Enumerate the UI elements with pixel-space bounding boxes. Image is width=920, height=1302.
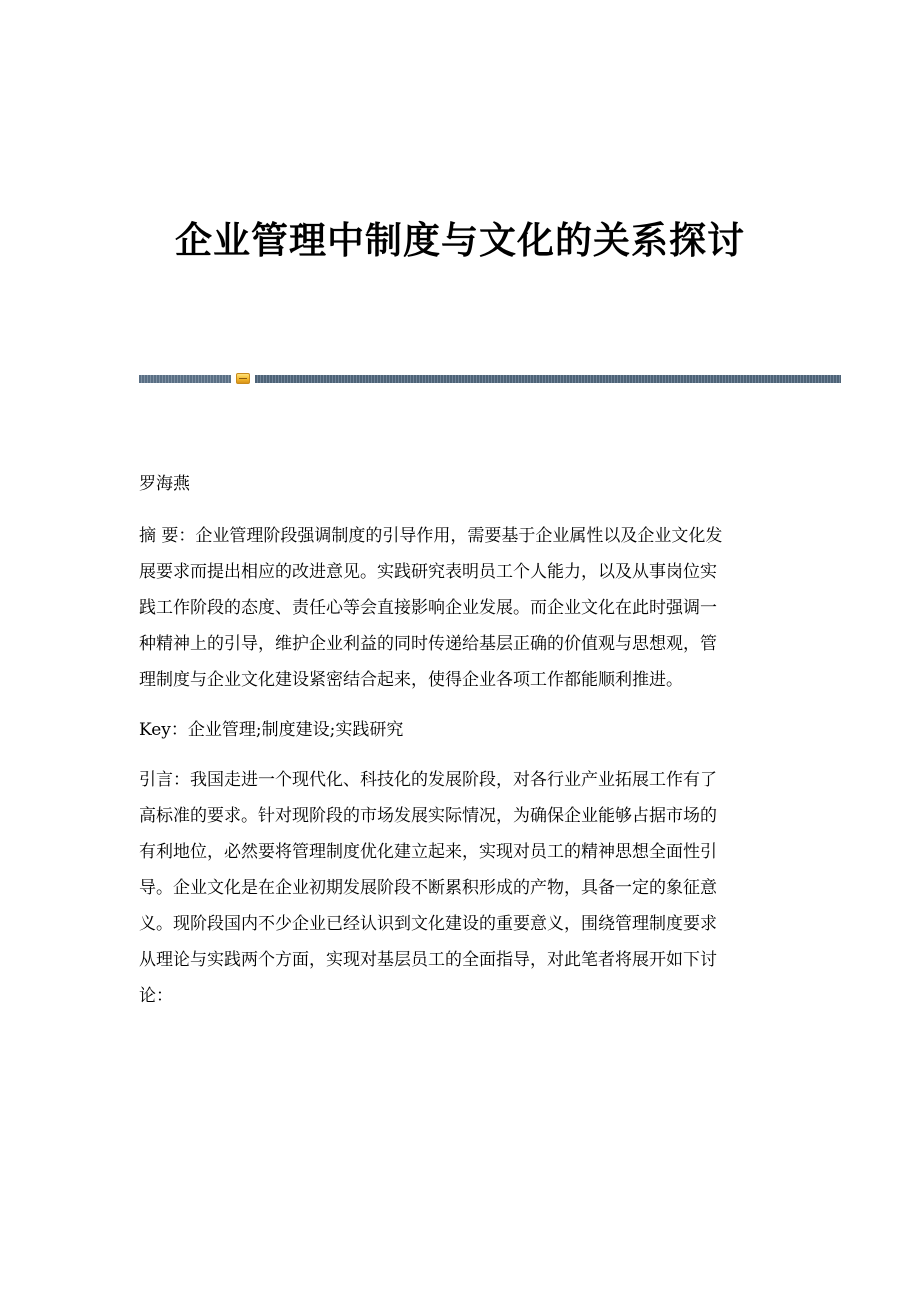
divider-emblem-icon	[236, 373, 250, 384]
intro-line: 导。企业文化是在企业初期发展阶段不断累积形成的产物，具备一定的象征意	[139, 878, 717, 898]
document-body	[139, 466, 781, 1014]
intro-line: 义。现阶段国内不少企业已经认识到文化建设的重要意义，围绕管理制度要求	[139, 914, 717, 934]
keywords: Key：企业管理;制度建设;实践研究	[139, 720, 404, 740]
intro-line: 高标准的要求。针对现阶段的市场发展实际情况，为确保企业能够占据市场的	[139, 806, 717, 826]
abstract-line: 种精神上的引导，维护企业利益的同时传递给基层正确的价值观与思想观，管	[139, 634, 717, 654]
abstract	[139, 518, 781, 698]
abstract-line: 展要求而提出相应的改进意见。实践研究表明员工个人能力，以及从事岗位实	[139, 562, 717, 582]
intro-line: 有利地位，必然要将管理制度优化建立起来，实现对员工的精神思想全面性引	[139, 842, 717, 862]
intro-line: 论：	[139, 986, 173, 1006]
title-divider	[139, 372, 841, 385]
divider-bar-left	[139, 375, 231, 383]
divider-bar-right	[255, 375, 841, 383]
intro-line: 从理论与实践两个方面，实现对基层员工的全面指导，对此笔者将展开如下讨	[139, 950, 717, 970]
intro-line: 引言：我国走进一个现代化、科技化的发展阶段，对各行业产业拓展工作有了	[139, 770, 717, 790]
abstract-line: 理制度与企业文化建设紧密结合起来，使得企业各项工作都能顺利推进。	[139, 670, 683, 690]
abstract-line: 践工作阶段的态度、责任心等会直接影响企业发展。而企业文化在此时强调一	[139, 598, 717, 618]
abstract-line: 摘 要：企业管理阶段强调制度的引导作用，需要基于企业属性以及企业文化发	[139, 526, 723, 546]
introduction	[139, 762, 781, 1014]
document-title: 企业管理中制度与文化的关系探讨	[175, 219, 745, 262]
author-name: 罗海燕	[139, 474, 190, 494]
